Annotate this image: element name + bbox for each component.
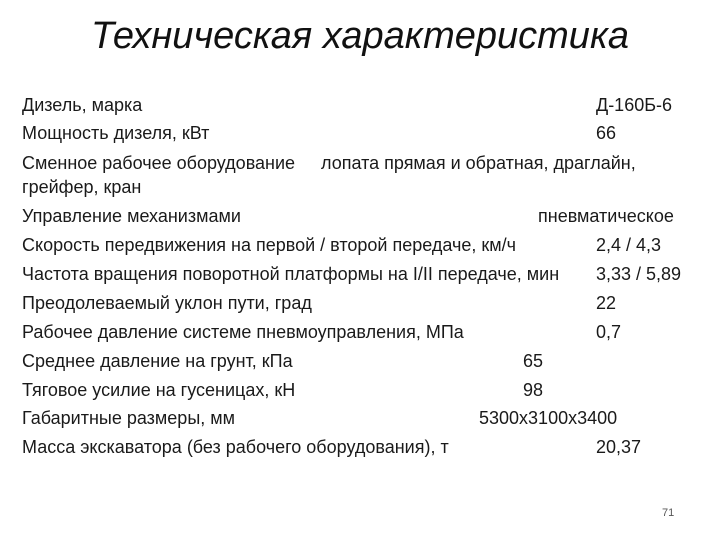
spec-value-mass: 20,37 <box>596 437 642 457</box>
spec-value-ground-pressure: 65 <box>523 351 544 371</box>
spec-label-rotation-freq: Частота вращения поворотной платформы на I/II передаче, мин <box>22 264 560 284</box>
spec-label-diesel-power: Мощность дизеля, кВт <box>22 123 210 143</box>
page-number: 71 <box>662 507 675 519</box>
spec-value-slope: 22 <box>596 293 617 313</box>
spec-label-traction: Тяговое усилие на гусеницах, кН <box>22 380 296 400</box>
slide-title: Техническая характеристика <box>90 15 630 57</box>
spec-label-control: Управление механизмами <box>22 206 241 226</box>
spec-value-travel-speed: 2,4 / 4,3 <box>596 235 662 255</box>
spec-value-equipment-cont: грейфер, кран <box>22 177 142 197</box>
spec-value-traction: 98 <box>523 380 544 400</box>
spec-label-equipment: Сменное рабочее оборудование <box>22 153 296 173</box>
spec-value-equipment: лопата прямая и обратная, драглайн, <box>321 153 636 173</box>
spec-value-diesel-brand: Д-160Б-6 <box>596 95 673 115</box>
spec-label-diesel-brand: Дизель, марка <box>22 95 143 115</box>
spec-label-travel-speed: Скорость передвижения на первой / второй передаче, км/ч <box>22 235 516 255</box>
spec-label-dimensions: Габаритные размеры, мм <box>22 408 236 428</box>
spec-label-slope: Преодолеваемый уклон пути, град <box>22 293 312 313</box>
spec-value-pneumatic-pressure: 0,7 <box>596 322 622 342</box>
spec-value-dimensions: 5300х3100х3400 <box>479 408 618 428</box>
spec-value-control: пневматическое <box>538 206 674 226</box>
spec-label-mass: Масса экскаватора (без рабочего оборудования), т <box>22 437 449 457</box>
spec-value-diesel-power: 66 <box>596 123 617 143</box>
spec-label-ground-pressure: Среднее давление на грунт, кПа <box>22 351 293 371</box>
spec-label-pneumatic-pressure: Рабочее давление системе пневмоуправления, МПа <box>22 322 464 342</box>
spec-value-rotation-freq: 3,33 / 5,89 <box>596 264 682 284</box>
